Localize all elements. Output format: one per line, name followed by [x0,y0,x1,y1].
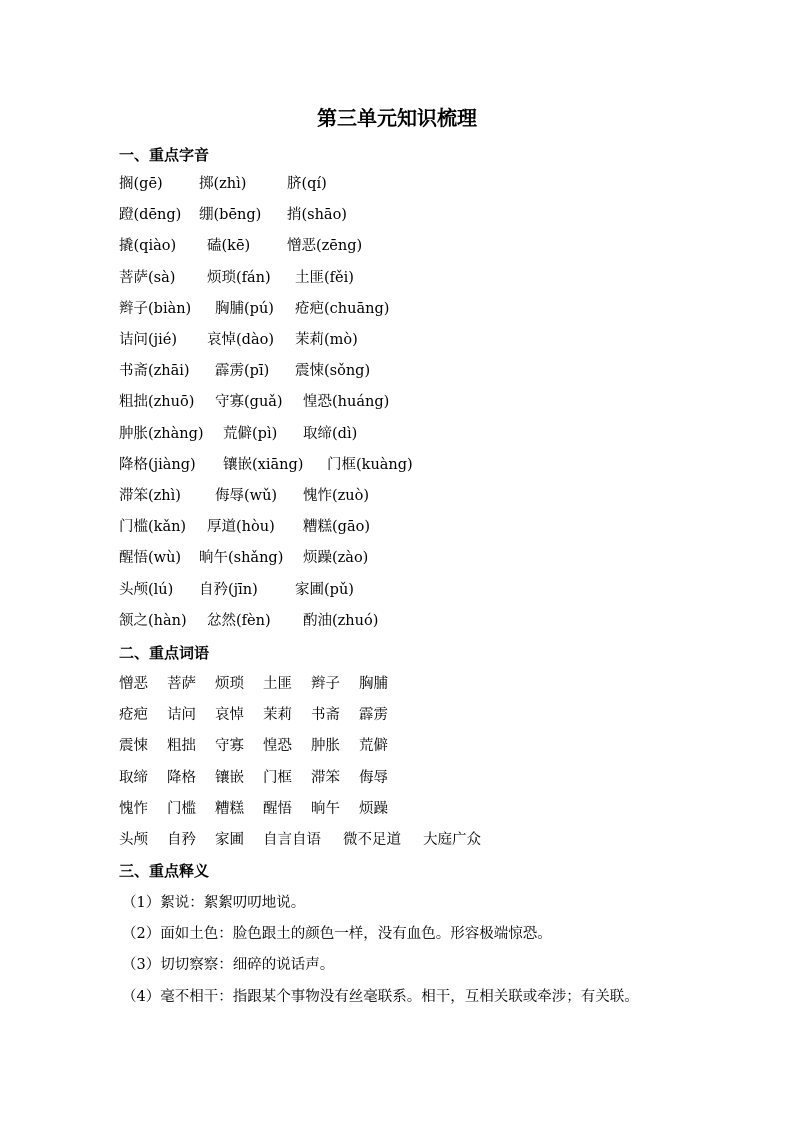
page-title: 第三单元知识梳理 [317,106,477,130]
definition-item: （2）面如土色：脸色跟土的颜色一样，没有血色。形容极端惊恐。 [122,926,552,943]
vocabulary-item: 侮辱 [359,769,388,786]
pronunciation-item: 绷(bēng) [199,207,262,224]
pronunciation-item: 愧怍(zuò) [303,488,370,504]
pronunciation-item: 磕(kē) [207,238,251,255]
vocabulary-item: 烦琐 [215,676,244,692]
vocabulary-item: 微不足道 [343,832,401,848]
vocabulary-item: 哀悼 [215,707,244,724]
pronunciation-item: 降格(jiàng) [119,456,196,473]
pronunciation-item: 镶嵌(xiāng) [223,456,304,473]
pronunciation-item: 忿然(fèn) [207,612,271,629]
vocabulary-item: 诘问 [167,707,196,724]
vocabulary-item: 胸脯 [359,676,388,692]
vocabulary-item: 家圃 [215,832,244,848]
vocabulary-item: 自言自语 [263,832,321,848]
pronunciation-item: 胸脯(pú) [215,300,274,317]
vocabulary-item: 菩萨 [167,676,196,692]
vocabulary-item: 门框 [263,769,292,786]
vocabulary-item: 门槛 [167,800,196,817]
definition-item: （4）毫不相干：指跟某个事物没有丝毫联系。相干，互相关联或牵涉；有关联。 [122,988,639,1005]
pronunciation-item: 搁(gē) [119,176,163,192]
vocabulary-item: 糟糕 [215,800,244,817]
vocabulary-item: 醒悟 [263,800,292,817]
pronunciation-item: 震悚(sǒng) [295,363,371,380]
vocabulary-item: 镶嵌 [215,769,244,786]
definition-item: （3）切切察察：细碎的说话声。 [122,957,335,974]
pronunciation-item: 惶恐(huáng) [303,394,390,411]
vocabulary-item: 烦躁 [359,800,388,817]
vocabulary-item: 荒僻 [359,738,388,755]
pronunciation-item: 霹雳(pī) [215,363,270,380]
vocabulary-item: 降格 [167,769,196,786]
vocabulary-item: 滞笨 [311,769,340,786]
pronunciation-item: 头颅(lú) [119,581,174,598]
pronunciation-item: 糟糕(gāo) [303,519,370,536]
vocabulary-item: 霹雳 [359,707,388,724]
pronunciation-item: 颔之(hàn) [119,612,187,629]
pronunciation-item: 醒悟(wù) [119,550,182,567]
pronunciation-item: 憎恶(zēng) [287,238,363,255]
pronunciation-item: 侮辱(wǔ) [215,488,278,504]
pronunciation-item: 辫子(biàn) [119,300,192,317]
vocabulary-item: 愧怍 [119,800,148,817]
pronunciation-item: 家圃(pǔ) [295,581,354,598]
pronunciation-item: 荒僻(pì) [223,425,278,442]
section-heading-definitions: 三、重点释义 [119,862,210,880]
pronunciation-item: 书斋(zhāi) [119,363,190,380]
pronunciation-item: 厚道(hòu) [207,519,275,536]
pronunciation-item: 烦躁(zào) [303,550,369,567]
vocabulary-item: 辫子 [311,676,340,692]
pronunciation-item: 酌油(zhuó) [303,612,379,629]
pronunciation-item: 土匪(fěi) [295,269,354,286]
vocabulary-item: 大庭广众 [423,832,481,848]
pronunciation-item: 守寡(guǎ) [215,394,283,411]
vocabulary-item: 取缔 [119,769,148,786]
pronunciation-item: 肿胀(zhàng) [119,425,204,442]
pronunciation-item: 取缔(dì) [303,425,358,442]
vocabulary-item: 晌午 [311,800,340,817]
pronunciation-item: 诘问(jié) [119,332,178,348]
pronunciation-item: 菩萨(sà) [119,269,176,286]
pronunciation-item: 蹬(dēng) [119,207,182,224]
pronunciation-item: 滞笨(zhì) [119,488,181,504]
vocabulary-item: 头颅 [119,832,148,848]
vocabulary-item: 自矜 [167,832,196,848]
pronunciation-item: 门框(kuàng) [327,456,413,473]
vocabulary-item: 守寡 [215,738,244,755]
pronunciation-item: 脐(qí) [287,176,327,192]
pronunciation-item: 撬(qiào) [119,238,177,255]
vocabulary-item: 土匪 [263,676,292,692]
vocabulary-item: 茉莉 [263,707,292,724]
vocabulary-item: 疮疤 [119,707,148,724]
vocabulary-item: 粗拙 [167,738,196,755]
pronunciation-item: 粗拙(zhuō) [119,394,195,411]
pronunciation-item: 哀悼(dào) [207,332,274,348]
vocabulary-item: 肿胀 [311,738,340,755]
pronunciation-item: 自矜(jīn) [199,581,258,598]
section-heading-pronunciation: 一、重点字音 [119,146,210,164]
vocabulary-item: 憎恶 [119,676,148,692]
pronunciation-item: 烦琐(fán) [207,269,271,286]
vocabulary-item: 书斋 [311,707,340,724]
pronunciation-item: 疮疤(chuāng) [295,300,390,317]
pronunciation-item: 掷(zhì) [199,176,247,192]
definition-item: （1）絮说：絮絮叨叨地说。 [122,895,306,911]
pronunciation-item: 茉莉(mò) [295,332,358,348]
pronunciation-item: 晌午(shǎng) [199,550,284,567]
vocabulary-item: 震悚 [119,738,148,755]
vocabulary-item: 惶恐 [263,738,292,755]
pronunciation-item: 门槛(kǎn) [119,519,187,536]
pronunciation-item: 捎(shāo) [287,207,347,224]
section-heading-vocabulary: 二、重点词语 [119,644,210,662]
